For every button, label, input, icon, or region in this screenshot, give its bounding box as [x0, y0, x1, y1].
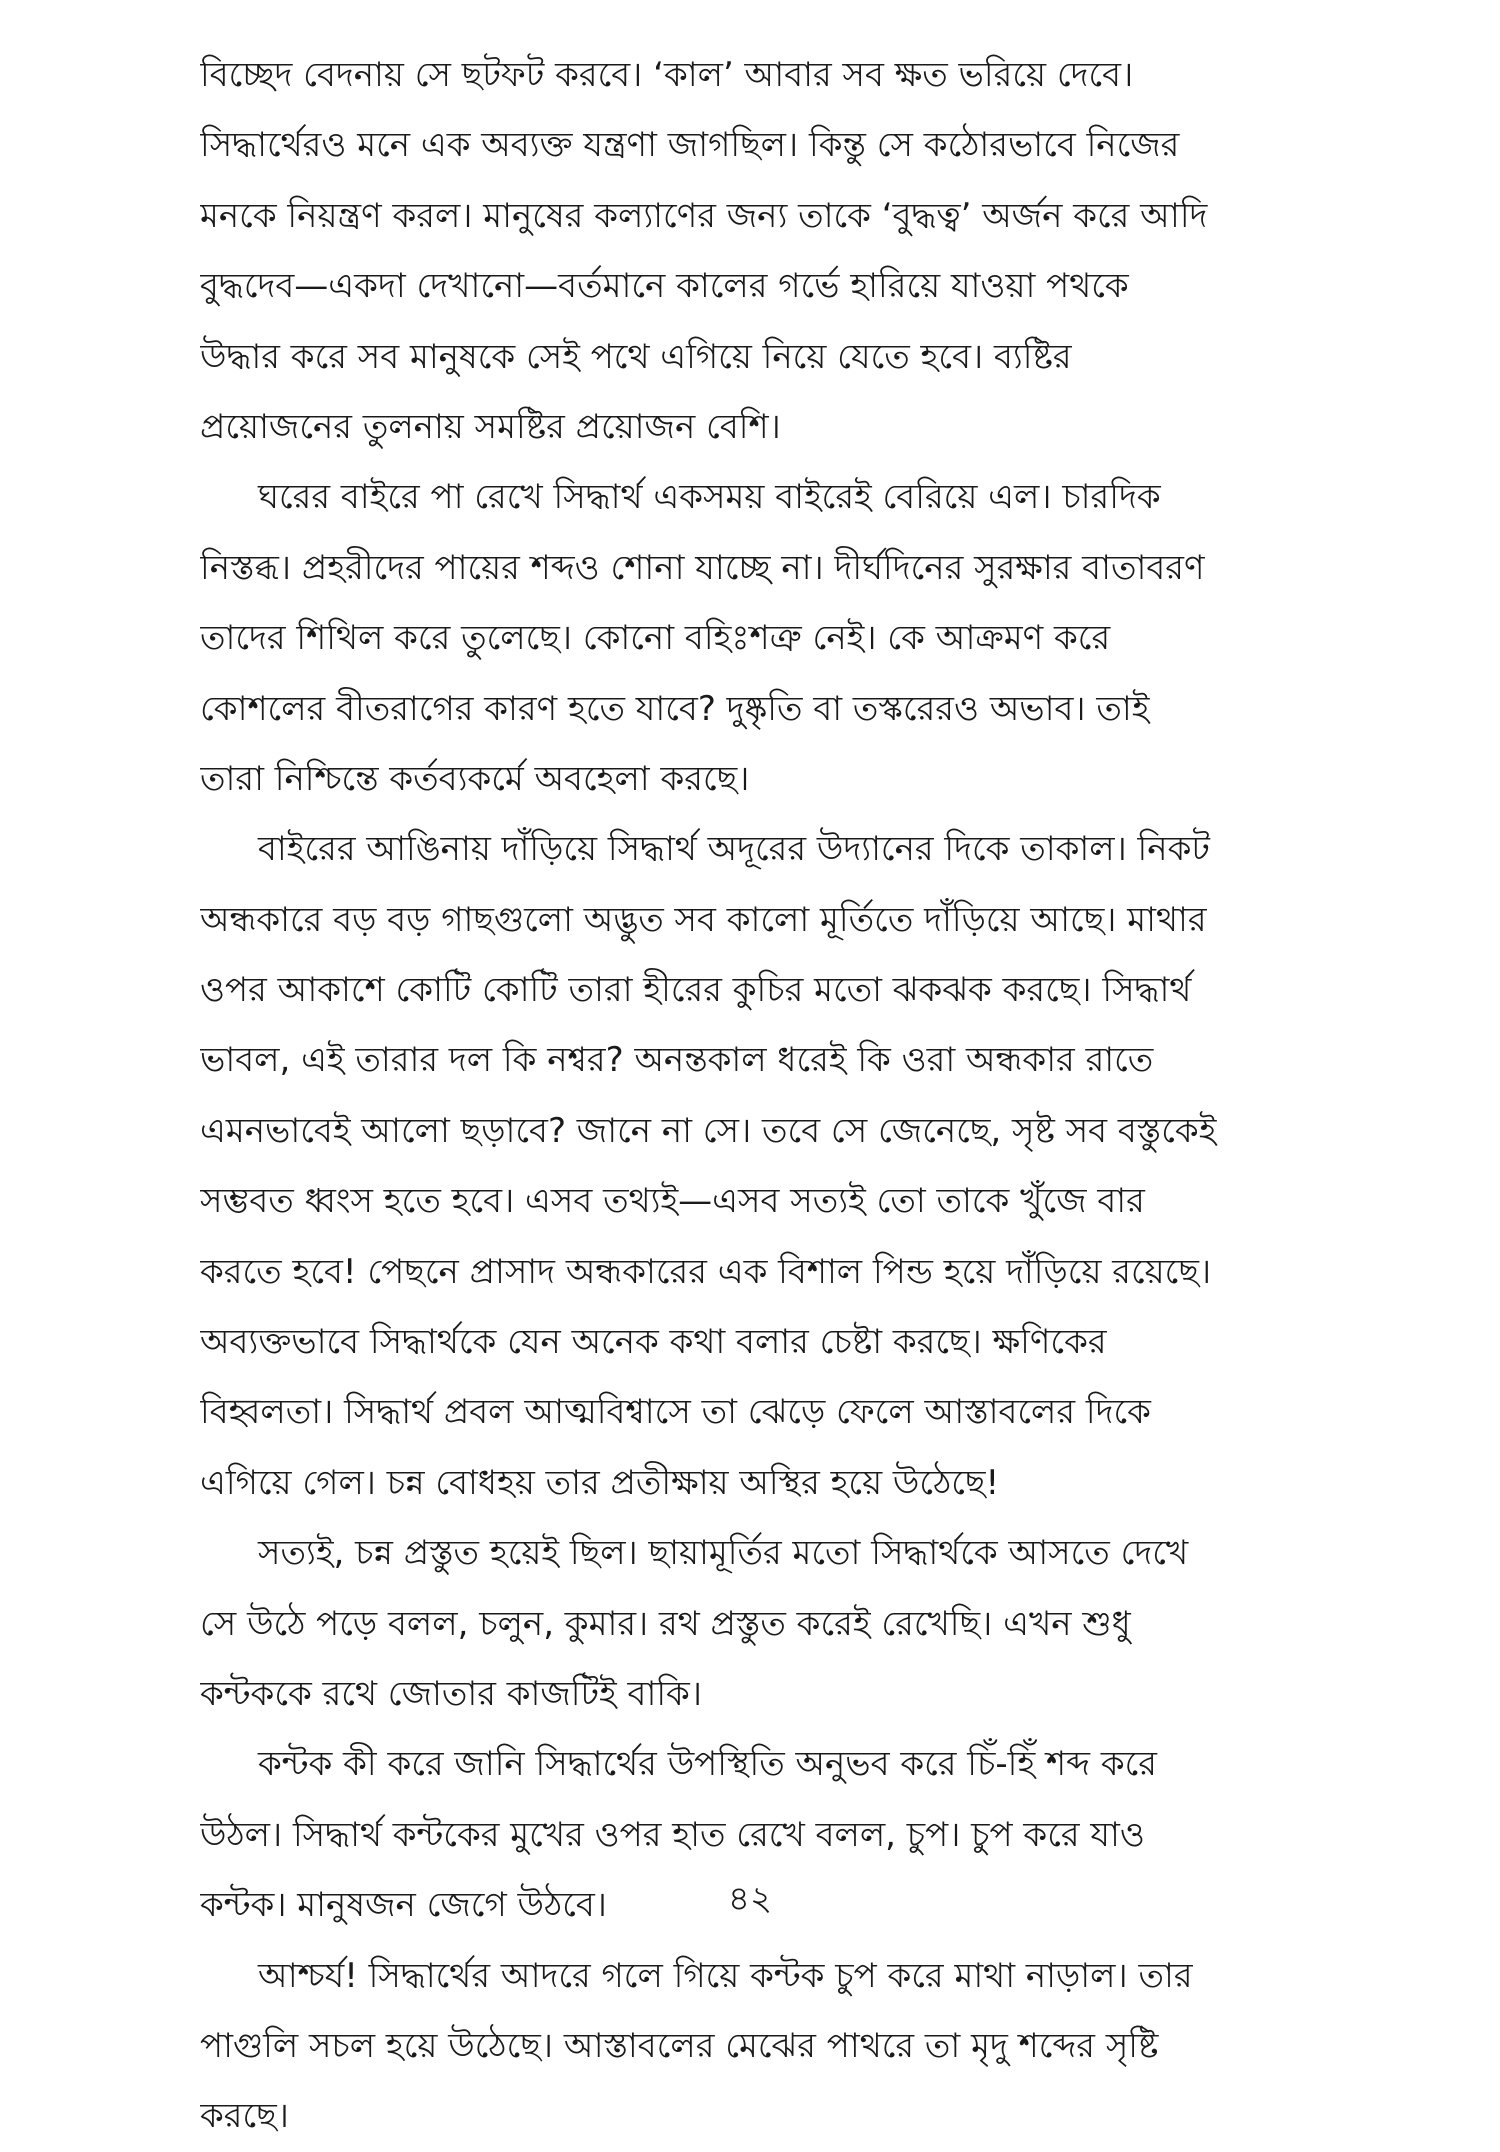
text-line: কন্টককে রথে জোতার কাজটিই বাকি। [200, 1673, 702, 1714]
text-line: নিস্তব্ধ। প্রহরীদের পায়ের শব্দও শোনা যাচ্ছে না। দীর্ঘদিনের সুরক্ষার বাতাবরণ [200, 547, 1205, 588]
text-line: সিদ্ধার্থেরও মনে এক অব্যক্ত যন্ত্রণা জাগছিল। কিন্তু সে কঠোরভাবে নিজের [200, 125, 1180, 166]
text-line: পাগুলি সচল হয়ে উঠেছে। আস্তাবলের মেঝের পাথরে তা মৃদু শব্দের সৃষ্টি [200, 2025, 1159, 2066]
text-line: করতে হবে! পেছনে প্রাসাদ অন্ধকারের এক বিশাল পিন্ড হয়ে দাঁড়িয়ে রয়েছে। [200, 1251, 1212, 1292]
text-line: এমনভাবেই আলো ছড়াবে? জানে না সে। তবে সে জেনেছে, সৃষ্ট সব বস্তুকেই [200, 1110, 1217, 1151]
text-line: অন্ধকারে বড় বড় গাছগুলো অদ্ভুত সব কালো মূর্তিতে দাঁড়িয়ে আছে। মাথার [200, 899, 1207, 940]
body-text [200, 40, 1325, 2152]
text-line: উঠল। সিদ্ধার্থ কন্টকের মুখের ওপর হাত রেখে বলল, চুপ। চুপ করে যাও [200, 1814, 1145, 1855]
text-line: তাদের শিথিল করে তুলেছে। কোনো বহিঃশত্রু নেই। কে আক্রমণ করে [200, 618, 1111, 659]
paragraph-start-line: আশ্চর্য! সিদ্ধার্থের আদরে গলে গিয়ে কন্টক চুপ করে মাথা নাড়াল। তার [258, 1955, 1193, 1996]
text-line: বুদ্ধদেব—একদা দেখানো—বর্তমানে কালের গর্ভে হারিয়ে যাওয়া পথকে [200, 266, 1129, 307]
text-line: ওপর আকাশে কোটি কোটি তারা হীরের কুচির মতো ঝকঝক করছে। সিদ্ধার্থ [200, 970, 1192, 1011]
text-line: তারা নিশ্চিন্তে কর্তব্যকর্মে অবহেলা করছে। [200, 758, 750, 799]
text-line: সম্ভবত ধ্বংস হতে হবে। এসব তথ্যই—এসব সত্যই তো তাকে খুঁজে বার [200, 1181, 1145, 1222]
text-line: মনকে নিয়ন্ত্রণ করল। মানুষের কল্যাণের জন্য তাকে ‘বুদ্ধত্ব’ অর্জন করে আদি [200, 195, 1208, 236]
paragraph-start-line: ঘরের বাইরে পা রেখে সিদ্ধার্থ একসময় বাইরেই বেরিয়ে এল। চারদিক [258, 477, 1161, 518]
paragraph-start-line: সত্যই, চন্ন প্রস্তুত হয়েই ছিল। ছায়ামূর্তির মতো সিদ্ধার্থকে আসতে দেখে [258, 1533, 1189, 1574]
text-line: এগিয়ে গেল। চন্ন বোধহয় তার প্রতীক্ষায় অস্থির হয়ে উঠেছে! [200, 1462, 1000, 1503]
text-line: উদ্ধার করে সব মানুষকে সেই পথে এগিয়ে নিয়ে যেতে হবে। ব্যষ্টির [200, 336, 1072, 377]
text-line: সে উঠে পড়ে বলল, চলুন, কুমার। রথ প্রস্তুত করেই রেখেছি। এখন শুধু [200, 1603, 1131, 1644]
text-line: কন্টক। মানুষজন জেগে উঠবে। [200, 1885, 607, 1926]
text-line: ভাবল, এই তারার দল কি নশ্বর? অনন্তকাল ধরেই কি ওরা অন্ধকার রাতে [200, 1040, 1154, 1081]
text-line: প্রয়োজনের তুলনায় সমষ্টির প্রয়োজন বেশি। [200, 406, 781, 447]
text-line: বিচ্ছেদ বেদনায় সে ছটফট করবে। ‘কাল’ আবার সব ক্ষত ভরিয়ে দেবে। [200, 55, 1134, 95]
text-line: করছে। [200, 2096, 289, 2137]
paragraph-start-line: কন্টক কী করে জানি সিদ্ধার্থের উপস্থিতি অনুভব করে চিঁ-হিঁ শব্দ করে [258, 1744, 1157, 1785]
page-number: ৪২ [727, 1879, 773, 1919]
text-line: বিহ্বলতা। সিদ্ধার্থ প্রবল আত্মবিশ্বাসে তা ঝেড়ে ফেলে আস্তাবলের দিকে [200, 1392, 1151, 1433]
text-line: কোশলের বীতরাগের কারণ হতে যাবে? দুষ্কৃতি বা তস্করেরও অভাব। তাই [200, 688, 1150, 729]
paragraph-start-line: বাইরের আঙিনায় দাঁড়িয়ে সিদ্ধার্থ অদূরের উদ্যানের দিকে তাকাল। নিকট [258, 829, 1210, 870]
text-line: অব্যক্তভাবে সিদ্ধার্থকে যেন অনেক কথা বলার চেষ্টা করছে। ক্ষণিকের [200, 1322, 1107, 1363]
